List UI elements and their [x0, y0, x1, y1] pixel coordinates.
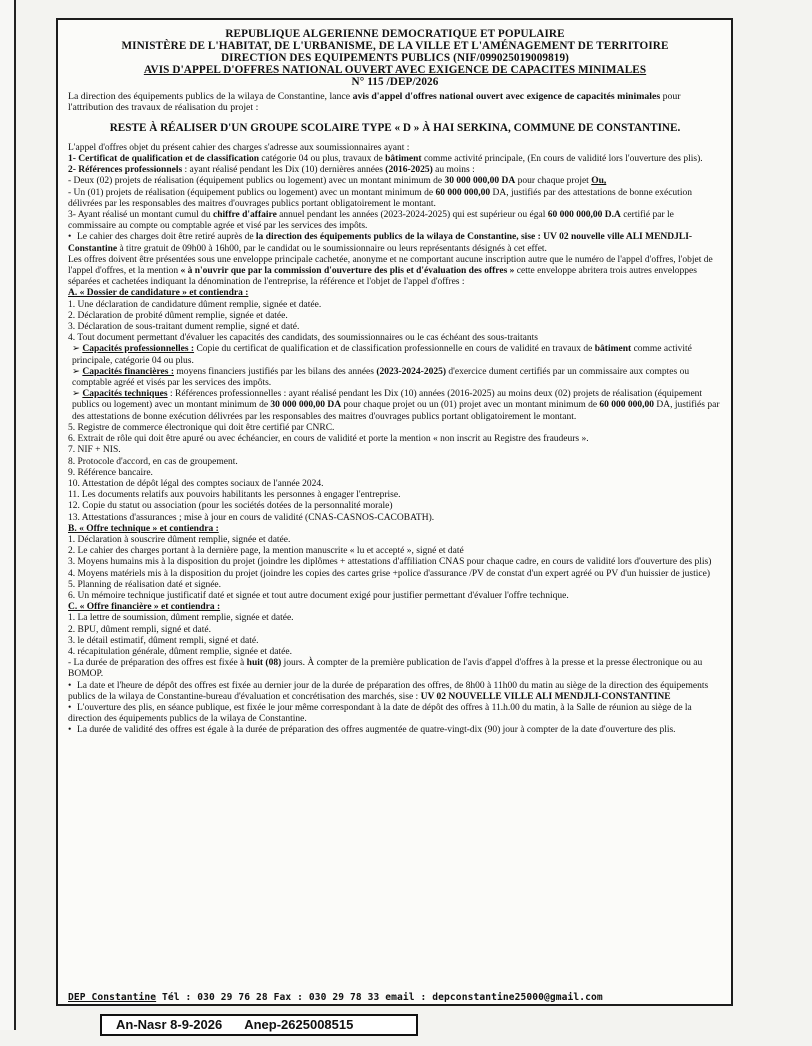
adjacent-column-edge — [0, 0, 16, 1030]
validite-paragraph — [68, 725, 722, 736]
condition-2a-text-end: pour chaque projet — [515, 176, 592, 187]
section-a-item: 4. Tout document permettant d'évaluer les capacités des candidats, des soumissionnaires ou le cas échéant des sous-traitants — [68, 333, 538, 344]
intro-text-end: pour l'attribution des travaux de réalisation du projet : — [68, 91, 681, 114]
condition-3-bold: chiffre d'affaire — [213, 210, 277, 221]
cap-tech-amount: 30 000 000,00 DA — [270, 400, 342, 411]
condition-2-bold: (2016-2025) — [385, 165, 433, 176]
duree-text-end: jours. À compter de la première publication de l'avis d'appel d'offres à la presse et la presse électronique ou au BOMOP. — [68, 658, 703, 680]
section-a-item: 10. Attestation de dépôt légal des comptes sociaux de l'année 2024. — [68, 478, 324, 489]
cap-pro-text: Copie du certificat de qualification et de classification professionnelle en cours de validité en travaux de — [194, 344, 595, 355]
bullet-icon: • — [68, 702, 72, 713]
depot-paragraph — [68, 681, 722, 703]
stamp-newspaper: An-Nasr 8-9-2026 — [116, 1017, 223, 1032]
condition-2a — [68, 176, 722, 187]
intro-paragraph — [68, 91, 722, 113]
retrait-text-end: à titre gratuit de 09h00 à 16h00, par le candidat ou le soumissionnaire ou leurs représentants désignés à cet effet. — [117, 243, 547, 254]
section-a-item: 3. Déclaration de sous-traitant dument remplie, signé et daté. — [68, 322, 300, 333]
contact-footer — [68, 992, 723, 1003]
condition-1 — [68, 154, 722, 165]
section-a-item: 5. Registre de commerce électronique qui doit être certifié par CNRC. — [68, 422, 335, 433]
section-b-item: 1. Déclaration à souscrire dûment remplie, signée et datée. — [68, 534, 291, 545]
footer-contact: Tél : 030 29 76 28 Fax : 030 29 78 33 email : depconstantine25000@gmail.com — [156, 992, 603, 1003]
section-b-item: 2. Le cahier des charges portant à la dernière page, la mention manuscrite « lu et accepté », signé et daté — [68, 546, 464, 557]
cap-tech-text-end: DA, justifiés par des attestations de bonne exécution délivrées par les responsables des maitres d'ouvrages publics portant obligatoirement le montant. — [72, 400, 720, 422]
section-a-title: A. « Dossier de candidature » et contiendra : — [68, 288, 249, 299]
section-a-item: 13. Attestations d'assurances ; mise à jour en cours de validité (CNAS-CASNOS-CACOBATH). — [68, 512, 435, 523]
section-a-item: 12. Copie du statut ou association (pour les sociétés dotées de la personnalité morale) — [68, 501, 393, 512]
publication-stamp — [100, 1014, 418, 1036]
condition-2 — [68, 165, 722, 176]
section-c-item: 2. BPU, dûment rempli, signé et daté. — [68, 624, 212, 635]
envelope-text: Les offres doivent être présentées sous une enveloppe principale cachetée, anonyme et ne comportant aucune inscription autre que le numéro de l'appel d'offres, l'objet de l'appel d'offres, et la mention — [68, 254, 713, 277]
condition-2b-text-end: DA, justifiés par des attestations de bonne exécution délivrées par les responsables des maitres d'ouvrages publics portant obligatoirement le montant. — [68, 187, 692, 209]
arrow-icon: ➢ — [72, 389, 83, 400]
condition-3-text-mid: annuel pendant les années (2023-2024-2025) qui est supérieur ou égal — [276, 210, 548, 221]
notice-header — [68, 28, 722, 88]
section-a-item: 8. Protocole d'accord, en cas de groupement. — [68, 456, 238, 467]
notice-type-line: AVIS D'APPEL D'OFFRES NATIONAL OUVERT AVEC EXIGENCE DE CAPACITES MINIMALES — [143, 64, 647, 76]
section-a-item: 11. Les documents relatifs aux pouvoirs habilitants les personnes à engager l'entreprise. — [68, 490, 401, 501]
condition-1-text-end: comme activité principale, (En cours de validité lors l'ouverture des plis). — [421, 154, 703, 165]
cap-tech-text-mid: pour chaque projet ou un (01) projet avec un montant minimum de — [341, 400, 600, 411]
bullet-icon: • — [68, 680, 72, 691]
cap-tech-label: Capacités techniques — [82, 389, 168, 400]
intro-text: La direction des équipements publics de la wilaya de Constantine, lance — [68, 91, 353, 102]
section-b-item: 5. Planning de réalisation daté et signée. — [68, 579, 222, 590]
section-b-item: 3. Moyens humains mis à la disposition du projet (joindre les diplômes + attestations d'affiliation CNAS pour chaque cadre, en cours de validité lors d'ouverture des plis) — [68, 557, 712, 568]
preparation-duration — [68, 658, 722, 680]
section-c-item: 4. récapitulation générale, dûment remplie, signée et datée. — [68, 646, 292, 657]
bullet-icon: • — [68, 725, 72, 736]
capacites-techniques — [68, 389, 722, 423]
condition-2a-amount: 30 000 000,00 DA — [444, 176, 516, 187]
section-c-item: 1. La lettre de soumission, dûment remplie, signée et datée. — [68, 613, 294, 624]
project-title: RESTE À RÉALISER D'UN GROUPE SCOLAIRE TYPE « D » À HAI SERKINA, COMMUNE DE CONSTANTINE. — [109, 122, 681, 135]
section-a-item: 2. Déclaration de probité dûment remplie, signée et datée. — [68, 310, 288, 321]
duree-text: - La durée de préparation des offres est fixée à — [68, 658, 247, 669]
condition-2-label: 2- Références professionnels — [68, 165, 183, 176]
cap-pro-text-end: comme activité principale, catégorie 04 ou plus. — [72, 344, 692, 366]
notice-number: N° 115 /DEP/2026 — [351, 76, 439, 88]
cap-fin-bold: (2023-2024-2025) — [376, 366, 447, 377]
intro-bold: avis d'appel d'offres national ouvert avec exigence de capacités minimales — [352, 91, 661, 102]
section-a-item: 6. Extrait de rôle qui doit être apuré ou avec échéancier, en cours de validité et porte la mention « non inscrit au Registre des fraudeurs ». — [68, 434, 589, 445]
tender-notice — [56, 18, 733, 1006]
envelope-paragraph — [68, 255, 722, 289]
arrow-icon: ➢ — [72, 344, 83, 355]
cap-fin-text-end: d'exercice dument certifiés par un commissaire aux comptes ou comptable agréé et visés par les services des impôts. — [72, 366, 690, 389]
section-a-item: 1. Une déclaration de candidature dûment remplie, signée et datée. — [68, 299, 322, 310]
duree-bold: huit (08) — [246, 658, 282, 669]
cap-pro-label: Capacités professionnelles : — [82, 344, 195, 355]
condition-2b — [68, 188, 722, 210]
cap-tech-amount-2: 60 000 000,00 — [599, 400, 655, 411]
envelope-text-end: cette enveloppe abritera trois autres enveloppes séparées et cachetées indiquant la dénomination de l'entreprise, la référence et l'objet de l'appel d'offres : — [68, 266, 697, 288]
section-b-item: 4. Moyens matériels mis à la disposition du projet (joindre les copies des cartes grise +police d'assurance /PV de constat d'un expert agréé ou PV d'un huissier de justice) — [68, 568, 711, 579]
section-a-item: 9. Référence bancaire. — [68, 467, 153, 478]
ouverture-paragraph — [68, 703, 722, 725]
condition-1-bold: bâtiment — [385, 154, 422, 165]
retrait-bold: la direction des équipements publics de la wilaya de Constantine, sise : UV 02 nouvelle ville ALI MENDJLI-Constantine — [68, 232, 693, 254]
section-c-item: 3. le détail estimatif, dûment rempli, signé et daté. — [68, 635, 259, 646]
notice-body — [68, 143, 722, 737]
depot-text: La date et l'heure de dépôt des offres est fixée au dernier jour de la durée de préparation des offres, de 8h00 à 11h00 du matin au siège de la direction des équipements publics de la wilaya de Constantine-bureau d'évaluation et concrétisation des marchés, sise : — [68, 680, 709, 702]
capacites-financieres — [68, 367, 722, 389]
cap-fin-label: Capacités financières : — [82, 366, 174, 377]
cap-tech-text: : Références professionnelles : ayant réalisé pendant les Dix (10) années (2016-2025) au moins deux (02) projets de réalisation (équipement publics ou logement) avec un montant minimum de — [72, 389, 703, 411]
condition-3-amount: 60 000 000,00 D.A — [547, 210, 621, 221]
envelope-bold: « à n'ouvrir que par la commission d'ouverture des plis et d'évaluation des offres » — [180, 266, 515, 277]
ministry-line: MINISTÈRE DE L'HABITAT, DE L'URBANISME, DE LA VILLE ET L'AMÉNAGEMENT DE TERRITOIRE — [121, 40, 669, 52]
bullet-icon: • — [68, 232, 72, 243]
cap-fin-text: moyens financiers justifiés par les bilans des années — [174, 366, 377, 377]
condition-3-text-end: certifié par le commissaire au compte ou comptable agrée et visé par les services des impôts. — [68, 210, 674, 232]
condition-2-text: : ayant réalisé pendant les Dix (10) dernières années — [182, 165, 386, 176]
section-b-title: B. « Offre technique » et contiendra : — [68, 523, 219, 534]
condition-2b-amount: 60 000 000,00 — [435, 187, 491, 198]
arrow-icon: ➢ — [72, 366, 83, 377]
cap-pro-bold: bâtiment — [594, 344, 632, 355]
condition-2-text-end: au moins : — [432, 165, 475, 176]
condition-1-text: catégorie 04 ou plus, travaux de — [259, 154, 386, 165]
retrait-text: Le cahier des charges doit être retiré auprès de — [77, 232, 256, 243]
section-b-item: 6. Un mémoire technique justificatif daté et signée et tout autre document exigé pour justifier permettant d'évaluer l'offre technique. — [68, 590, 569, 601]
condition-3 — [68, 210, 722, 232]
condition-1-label: 1- Certificat de qualification et de classification — [68, 154, 260, 165]
condition-2a-text: - Deux (02) projets de réalisation (équipement publics ou logement) avec un montant minimum de — [68, 176, 445, 187]
direction-line: DIRECTION DES EQUIPEMENTS PUBLICS (NIF/099025019009819) — [220, 52, 569, 64]
footer-org: DEP Constantine — [68, 992, 157, 1003]
condition-3-text: 3- Ayant réalisé un montant cumul du — [68, 210, 214, 221]
stamp-reference: Anep-2625008515 — [244, 1017, 354, 1032]
section-c-title: C. « Offre financière » et contiendra : — [68, 602, 221, 613]
retrait-paragraph — [68, 232, 722, 254]
depot-bold: UV 02 NOUVELLE VILLE ALI MENDJLI-CONSTANTINE — [420, 691, 671, 702]
condition-2a-or: Ou, — [591, 176, 607, 187]
capacites-professionnelles — [68, 344, 722, 366]
condition-2b-text: - Un (01) projets de réalisation (équipement publics ou logement) avec un montant minimum de — [68, 187, 436, 198]
ouverture-text: L'ouverture des plis, en séance publique, est fixée le jour même correspondant à la date de dépôt des offres à 11.h.00 du matin, à la Salle de réunion au siège de la direction des équipements publics de la wilaya de Constantine. — [68, 702, 692, 725]
section-a-item: 7. NIF + NIS. — [68, 445, 121, 456]
validite-text: La durée de validité des offres est égale à la durée de préparation des offres augmentée de quatre-vingt-dix (90) jour à compter de la date d'ouverture des plis. — [77, 725, 676, 736]
conditions-lead: L'appel d'offres objet du présent cahier des charges s'adresse aux soumissionnaires ayant : — [68, 142, 410, 153]
republic-line: REPUBLIQUE ALGERIENNE DEMOCRATIQUE ET POPULAIRE — [225, 28, 565, 40]
